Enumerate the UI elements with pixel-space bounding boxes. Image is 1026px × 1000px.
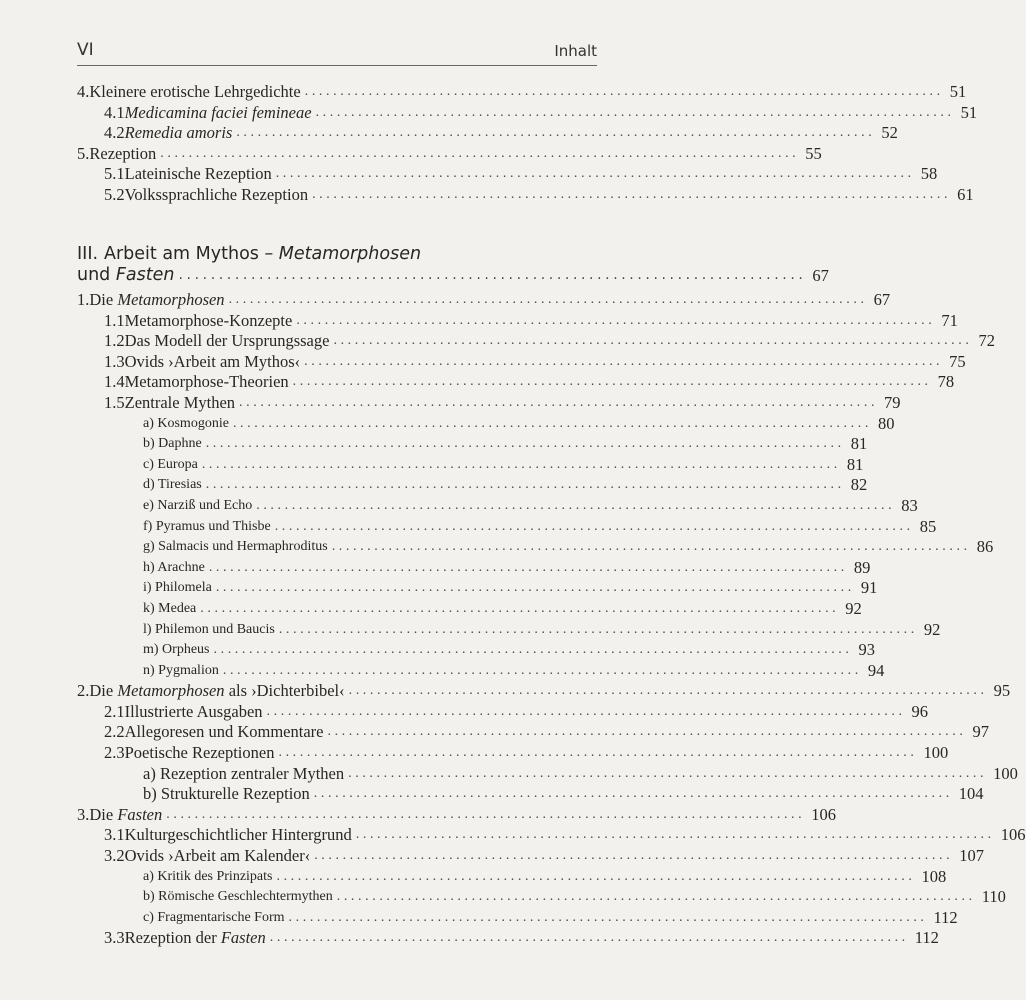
entry-page: 78 (937, 372, 955, 392)
chapter-title (104, 244, 425, 265)
entry-title (89, 681, 348, 702)
entry-page: 67 (873, 290, 891, 309)
title-segment: c) Europa (143, 456, 198, 472)
entry-title (143, 599, 200, 620)
entry-number: 1.2 (104, 331, 125, 351)
page-number: VI (77, 40, 94, 60)
entry-page: 58 (920, 164, 938, 184)
toc-entry[interactable] (77, 164, 938, 185)
entry-title (143, 908, 289, 929)
entry-title (143, 434, 206, 455)
entry-number: 2. (77, 681, 90, 701)
title-segment: b) Daphne (143, 436, 202, 452)
toc-entry[interactable] (77, 516, 937, 538)
entry-number: 2.2 (104, 722, 125, 742)
entry-title (125, 825, 356, 846)
entry-title (125, 352, 305, 373)
title-segment: f) Pyramus und Thisbe (143, 518, 271, 534)
toc-section-continued (77, 82, 978, 206)
entry-number: 2.1 (104, 701, 125, 721)
entry-page: 92 (845, 598, 862, 618)
title-segment: Arbeit am Mythos – (104, 244, 279, 264)
entry-title (143, 887, 337, 908)
title-segment: l) Philemon und Baucis (143, 621, 275, 637)
title-segment: Kleinere erotische Lehrgedichte (89, 82, 301, 101)
title-segment: Medicamina faciei femineae (124, 102, 312, 122)
entry-number: 4.1 (104, 102, 125, 122)
entry-page: 52 (881, 123, 898, 143)
entry-title (143, 784, 314, 805)
toc-entry[interactable] (77, 331, 995, 352)
entry-page: 86 (976, 537, 994, 557)
entry-page: 81 (850, 434, 868, 454)
title-segment: Metamorphose-Konzepte (124, 310, 293, 330)
entry-page: 92 (923, 619, 941, 639)
toc-entry[interactable] (77, 846, 984, 867)
dot-leader: .......................................................................................... (201, 456, 841, 472)
toc-entry[interactable] (77, 413, 895, 435)
dot-leader: .......................................................................................... (274, 518, 914, 534)
entry-number: 1. (77, 290, 90, 309)
dot-leader: .......................................................................................... (269, 930, 909, 946)
title-segment: und (77, 265, 116, 285)
chapter-heading (77, 244, 829, 286)
entry-title (143, 517, 275, 538)
dot-leader: .......................................................................................... (296, 312, 936, 328)
chapter-heading-line1 (77, 244, 597, 265)
toc-entry[interactable] (77, 619, 941, 641)
dot-leader: .......................................................................................... (232, 415, 872, 431)
title-segment: Metamorphose-Theorien (124, 372, 289, 392)
entry-page: 72 (978, 331, 995, 351)
toc-entry[interactable] (77, 102, 978, 124)
toc-entry[interactable] (77, 660, 885, 682)
toc-entry[interactable] (77, 310, 958, 332)
entry-number: 1.5 (104, 392, 125, 412)
entry-page: 97 (972, 722, 989, 742)
title-segment: Fasten (117, 804, 163, 824)
toc-entry[interactable] (77, 454, 864, 476)
entry-number: 3.3 (104, 928, 125, 948)
entry-number: 4.2 (104, 123, 125, 143)
dot-leader: .......................................................................................... (222, 662, 862, 678)
toc-entry[interactable] (77, 557, 871, 579)
title-segment: Ovids ›Arbeit am Mythos‹ (124, 351, 301, 371)
entry-number: 3. (77, 804, 90, 824)
entry-page: 93 (858, 640, 875, 660)
dot-leader: .......................................................................................... (236, 125, 876, 141)
entry-number: 1.4 (104, 372, 125, 392)
dot-leader: .......................................................................................... (327, 724, 967, 740)
entry-page: 71 (941, 310, 958, 330)
toc-entry[interactable] (77, 184, 974, 206)
title-segment: d) Tiresias (143, 477, 202, 493)
toc-entry[interactable] (77, 825, 1026, 846)
entry-page: 106 (811, 804, 836, 824)
entry-title (125, 372, 293, 393)
title-segment: n) Pygmalion (143, 662, 219, 678)
toc-entry[interactable] (77, 722, 989, 743)
title-segment: i) Philomela (143, 580, 212, 596)
dot-leader: .......................................................................................... (288, 909, 928, 925)
toc-entry[interactable] (77, 784, 984, 805)
dot-leader: .......................................................................................... (166, 806, 806, 822)
dot-leader: .......................................................................................... (160, 145, 800, 161)
dot-leader: .......................................................................................... (304, 84, 944, 99)
dot-leader: .......................................................................................... (292, 374, 932, 390)
dot-leader: .......................................................................................... (336, 889, 976, 905)
entry-number: 4. (77, 82, 90, 101)
entry-number: 5. (77, 143, 90, 163)
dot-leader: .......................................................................................... (304, 353, 944, 369)
dot-leader: .......................................................................................... (348, 683, 988, 699)
entry-title (143, 558, 209, 579)
entry-page: 94 (867, 660, 885, 680)
title-segment: Zentrale Mythen (124, 392, 236, 412)
toc-entry[interactable] (77, 804, 836, 826)
entry-title (89, 82, 304, 103)
dot-leader: .......................................................................................... (256, 497, 896, 513)
title-segment: Fasten (115, 265, 175, 285)
entry-title (143, 537, 332, 558)
toc-entry[interactable] (77, 495, 918, 517)
title-segment: Metamorphosen (117, 681, 225, 701)
dot-leader: .......................................................................................... (275, 166, 915, 182)
dot-leader: .......................................................................................... (315, 104, 955, 120)
entry-page: 110 (981, 887, 1006, 907)
dot-leader: .............................................................................. (178, 267, 807, 283)
toc-entry[interactable] (77, 392, 901, 414)
entry-page: 55 (805, 143, 822, 163)
entry-title (143, 496, 256, 517)
title-segment: g) Salmacis und Hermaphroditus (143, 539, 328, 555)
toc-entry[interactable] (77, 290, 891, 311)
dot-leader: .......................................................................................... (278, 745, 918, 761)
entry-number: 3.2 (104, 846, 125, 866)
title-segment: Lateinische Rezeption (124, 164, 272, 184)
toc-entry[interactable] (77, 372, 955, 393)
running-title: Inhalt (554, 42, 597, 60)
dot-leader: .......................................................................................... (278, 621, 918, 637)
toc-entry[interactable] (77, 123, 898, 144)
toc-entry[interactable] (77, 928, 939, 949)
toc-entry[interactable] (77, 578, 878, 599)
title-segment: Remedia amoris (124, 123, 233, 143)
chapter-number: III. (77, 244, 99, 264)
toc-entry[interactable] (77, 743, 949, 764)
dot-leader: .......................................................................................... (331, 539, 971, 555)
title-segment: b) Römische Geschlechtermythen (143, 889, 333, 905)
running-header (77, 38, 597, 66)
entry-title (125, 185, 312, 206)
dot-leader: .......................................................................................... (276, 868, 916, 884)
entry-title (125, 846, 315, 867)
dot-leader: .......................................................................................... (205, 477, 845, 493)
dot-leader: .......................................................................................... (333, 333, 973, 349)
entry-title (125, 722, 328, 743)
entry-page: 95 (993, 681, 1011, 701)
dot-leader: .......................................................................................... (213, 642, 853, 658)
title-segment: Allegoresen und Kommentare (124, 722, 324, 742)
entry-page: 100 (993, 763, 1018, 783)
entry-title (125, 743, 279, 764)
dot-leader: .......................................................................................... (314, 848, 954, 864)
toc-entry[interactable] (77, 537, 994, 558)
title-segment: Die (89, 804, 118, 824)
entry-page: 108 (921, 866, 947, 886)
entry-page: 91 (860, 578, 878, 598)
chapter-heading-line2[interactable] (77, 265, 829, 286)
entry-page: 51 (960, 102, 978, 122)
dot-leader: .......................................................................................... (313, 786, 953, 802)
title-segment: e) Narziß und Echo (143, 497, 253, 513)
toc-entry[interactable] (77, 640, 875, 661)
toc-entry[interactable] (77, 907, 958, 929)
title-segment: k) Medea (143, 600, 197, 616)
entry-title (143, 475, 206, 496)
entry-title (143, 764, 348, 785)
entry-page: 83 (901, 495, 918, 515)
entry-title (125, 123, 237, 144)
chapter-page: 67 (812, 266, 829, 285)
dot-leader: .......................................................................................... (228, 292, 868, 307)
entry-number: 5.1 (104, 164, 125, 184)
title-segment: Die (89, 681, 118, 701)
entry-title (143, 578, 216, 599)
entry-page: 96 (911, 701, 929, 721)
title-segment: Illustrierte Ausgaben (124, 701, 263, 721)
dot-leader: .......................................................................................... (215, 580, 855, 596)
entry-page: 51 (949, 82, 967, 101)
entry-title (143, 455, 202, 476)
dot-leader: .......................................................................................... (312, 186, 952, 202)
toc-entry[interactable] (77, 434, 868, 455)
toc-entry[interactable] (77, 82, 967, 103)
title-segment: als ›Dichterbibel‹ (224, 681, 345, 701)
entry-page: 81 (846, 454, 864, 474)
entry-title (125, 164, 276, 185)
toc-entry[interactable] (77, 701, 929, 723)
entry-title (143, 640, 214, 661)
title-segment: c) Fragmentarische Form (143, 909, 285, 925)
entry-number: 3.1 (104, 825, 125, 845)
dot-leader: .......................................................................................... (239, 394, 879, 410)
dot-leader: .......................................................................................... (348, 765, 988, 781)
entry-title (125, 928, 270, 949)
dot-leader: .......................................................................................... (205, 436, 845, 452)
dot-leader: .......................................................................................... (208, 559, 848, 575)
entry-page: 80 (877, 413, 895, 433)
entry-title (125, 702, 267, 723)
entry-number: 1.1 (104, 310, 125, 330)
entry-title (89, 805, 166, 826)
entry-page: 89 (853, 557, 871, 577)
dot-leader: .......................................................................................... (200, 600, 840, 616)
entry-page: 112 (933, 907, 958, 927)
entry-title (125, 393, 239, 414)
entry-title (89, 144, 160, 165)
entry-page: 106 (1000, 825, 1026, 845)
entry-page: 79 (884, 392, 901, 412)
entry-page: 85 (919, 516, 937, 536)
entry-number: 5.2 (104, 184, 125, 204)
title-segment: Ovids ›Arbeit am Kalender‹ (124, 846, 311, 866)
dot-leader: .......................................................................................... (355, 827, 995, 843)
entry-page: 61 (957, 184, 974, 204)
entry-page: 82 (850, 475, 868, 495)
toc-entry[interactable] (77, 598, 862, 620)
entry-number: 1.3 (104, 351, 125, 371)
title-segment: Kulturgeschichtlicher Hintergrund (124, 825, 352, 845)
entry-title (143, 661, 223, 682)
title-segment: a) Kritik des Prinzipats (143, 868, 273, 884)
entry-title (89, 290, 228, 311)
toc-entry[interactable] (77, 887, 1006, 908)
entry-page: 112 (914, 928, 939, 948)
entry-title (125, 331, 334, 352)
entry-page: 100 (923, 743, 949, 763)
toc-entry[interactable] (77, 143, 822, 165)
entry-title (143, 867, 276, 888)
toc-entry[interactable] (77, 681, 1011, 702)
title-segment: Volkssprachliche Rezeption (124, 184, 309, 204)
title-segment: Fasten (220, 928, 266, 948)
title-segment: a) Kosmogonie (143, 415, 229, 431)
toc-entry[interactable] (77, 866, 947, 888)
toc-entry[interactable] (77, 351, 966, 373)
title-segment: m) Orpheus (143, 642, 210, 658)
title-segment: Rezeption (89, 143, 157, 163)
entry-title (125, 311, 297, 332)
entry-page: 107 (959, 846, 984, 866)
title-segment: Metamorphosen (278, 244, 422, 264)
title-segment: Rezeption der (124, 928, 221, 948)
entry-page: 104 (958, 784, 984, 804)
chapter-title-cont (77, 265, 179, 286)
entry-number: 2.3 (104, 743, 125, 763)
title-segment: Poetische Rezeptionen (124, 743, 275, 763)
title-segment: b) Strukturelle Rezeption (143, 784, 310, 804)
title-segment: Das Modell der Ursprungssage (124, 331, 330, 351)
title-segment: Die (89, 290, 118, 309)
toc-entry[interactable] (77, 475, 868, 496)
dot-leader: .......................................................................................... (266, 703, 906, 719)
entry-page: 75 (949, 351, 966, 371)
toc-entry[interactable] (77, 763, 1018, 785)
title-segment: a) Rezeption zentraler Mythen (143, 763, 345, 783)
title-segment: Metamorphosen (117, 290, 225, 309)
title-segment: h) Arachne (143, 559, 205, 575)
entry-title (143, 414, 233, 435)
toc-list (77, 290, 1026, 949)
entry-title (125, 103, 316, 124)
entry-title (143, 620, 279, 641)
